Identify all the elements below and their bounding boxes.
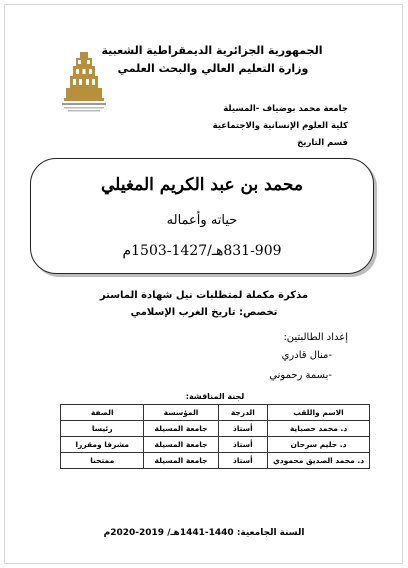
department-name: قسم التاريخ <box>297 138 348 148</box>
thesis-dates: 831-909هـ/1427-1503م <box>122 243 282 259</box>
jury-title: لجنة المناقشة: <box>185 392 245 401</box>
thesis-subtitle: حياته وأعماله <box>166 213 238 228</box>
table-cell: د. محمد حصباية <box>268 421 370 437</box>
university-name: جامعة محمد بوضياف -المسيلة <box>223 104 348 114</box>
faculty-name: كلية العلوم الإنسانية والاجتماعية <box>212 121 348 131</box>
column-header: الدرجة <box>218 405 267 421</box>
column-header: المؤسسة <box>144 405 218 421</box>
republic-heading: الجمهورية الجزائرية الديمقراطية الشعبية <box>101 44 323 57</box>
thesis-title: محمد بن عبد الكريم المغيلي <box>101 175 303 195</box>
table-row <box>61 421 370 437</box>
table-cell: رئيسا <box>61 421 144 437</box>
column-header: الاسم واللقب <box>268 405 370 421</box>
prepared-by-label: إعداد الطالبتين: <box>283 332 348 343</box>
jury-table <box>60 404 370 469</box>
table-cell: ممتحنا <box>61 453 144 469</box>
table-cell: جامعة المسيلة <box>144 437 218 453</box>
table-cell: مشرفا ومقررا <box>61 437 144 453</box>
table-cell: د. محمد الصديق محمودي <box>268 453 370 469</box>
academic-year: السنة الجامعية: 1440-1441هـ/ 2019-2020م <box>103 528 305 538</box>
ministry-heading: وزارة التعليم العالي والبحث العلمي <box>117 62 309 75</box>
university-logo <box>58 50 110 114</box>
student-name: -بسمة رحموني <box>269 370 332 381</box>
table-cell: أستاذ <box>218 453 267 469</box>
title-box <box>30 158 374 274</box>
table-cell: د. حليم سرحان <box>268 437 370 453</box>
table-cell: جامعة المسيلة <box>144 421 218 437</box>
table-header-row <box>61 405 370 421</box>
table-cell: أستاذ <box>218 421 267 437</box>
specialization: تخصص: تاريخ الغرب الإسلامي <box>130 307 278 318</box>
thesis-purpose: مذكرة مكملة لمتطلبات نيل شهادة الماستر <box>99 290 309 301</box>
table-cell: جامعة المسيلة <box>144 453 218 469</box>
column-header: الصفة <box>61 405 144 421</box>
student-name: -منال قادري <box>281 350 332 361</box>
table-cell: أستاذ <box>218 437 267 453</box>
table-row <box>61 453 370 469</box>
table-row <box>61 437 370 453</box>
